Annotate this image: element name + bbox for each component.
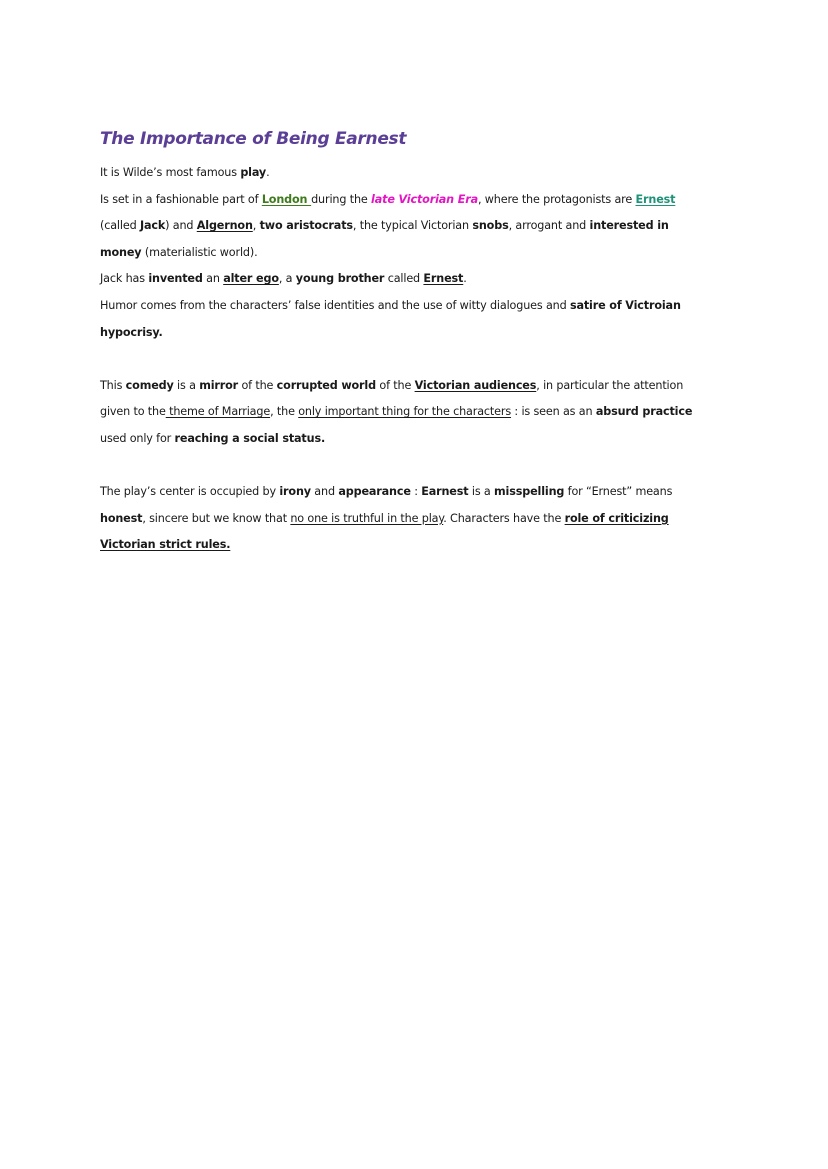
text-line bbox=[100, 506, 740, 533]
highlight-ernest: Ernest bbox=[635, 192, 676, 206]
bold-appearance: appearance bbox=[338, 485, 411, 499]
bold-alter-ego: alter ego bbox=[223, 272, 279, 286]
text-run: , a bbox=[278, 272, 296, 286]
text-run: . Characters have the bbox=[443, 511, 565, 525]
bold-money: money bbox=[100, 245, 142, 259]
text-run: used only for bbox=[100, 431, 175, 445]
underline-theme-of-marriage: theme of Marriage bbox=[165, 405, 271, 419]
text-line bbox=[100, 426, 740, 453]
text-run: called bbox=[384, 272, 424, 286]
text-run: It is Wilde’s most famous bbox=[100, 166, 241, 179]
text-line bbox=[100, 213, 740, 240]
text-run: , in particular the attention bbox=[536, 378, 684, 392]
bold-absurd-practice: absurd practice bbox=[595, 405, 693, 419]
text-run: , the bbox=[270, 405, 299, 419]
highlight-london: London bbox=[261, 192, 312, 206]
text-run: , sincere but we know that bbox=[142, 511, 291, 525]
text-run: ) and bbox=[165, 219, 197, 233]
text-run: is a bbox=[173, 378, 200, 392]
underline-no-one-truthful: no one is truthful in the play bbox=[290, 511, 444, 525]
paragraph-irony bbox=[100, 479, 740, 559]
text-run: is a bbox=[468, 485, 495, 499]
text-run: (called bbox=[100, 219, 140, 233]
text-line bbox=[100, 293, 740, 320]
bold-mirror: mirror bbox=[199, 378, 239, 392]
text-line bbox=[100, 187, 740, 214]
text-run: of the bbox=[375, 378, 415, 392]
bold-victorian-strict-rules: Victorian strict rules. bbox=[100, 538, 231, 552]
bold-hypocrisy: hypocrisy. bbox=[100, 325, 163, 339]
bold-young-brother: young brother bbox=[295, 272, 385, 286]
bold-interested: interested in bbox=[589, 219, 669, 233]
text-line bbox=[100, 240, 740, 267]
bold-irony: irony bbox=[279, 485, 311, 499]
bold-play: play bbox=[240, 166, 267, 179]
text-run: The play’s center is occupied by bbox=[100, 485, 280, 499]
bold-role-of-criticizing: role of criticizing bbox=[564, 511, 669, 525]
bold-corrupted-world: corrupted world bbox=[276, 378, 376, 392]
bold-comedy: comedy bbox=[125, 378, 174, 392]
text-run: , arrogant and bbox=[508, 219, 590, 233]
document-page bbox=[100, 126, 740, 559]
text-run: . bbox=[463, 272, 467, 286]
text-run: , the typical Victorian bbox=[352, 219, 473, 233]
text-run: , bbox=[252, 219, 260, 233]
bold-misspelling: misspelling bbox=[494, 485, 565, 499]
text-run: . bbox=[266, 166, 270, 179]
text-run: : is seen as an bbox=[511, 405, 596, 419]
bold-ernest: Ernest bbox=[423, 272, 464, 286]
text-run: , where the protagonists are bbox=[477, 192, 636, 206]
text-run: of the bbox=[238, 378, 277, 392]
bold-satire: satire of Victroian bbox=[569, 298, 681, 312]
text-line bbox=[100, 532, 740, 559]
text-run: and bbox=[310, 485, 339, 499]
text-run: during the bbox=[311, 192, 372, 206]
paragraph-intro bbox=[100, 160, 740, 346]
document-title: The Importance of Being Earnest bbox=[100, 129, 407, 149]
underline-important-thing: only important thing for the characters bbox=[298, 405, 512, 419]
text-line bbox=[100, 320, 740, 347]
bold-honest: honest bbox=[100, 511, 143, 525]
text-run: given to the bbox=[100, 405, 166, 419]
bold-social-status: reaching a social status. bbox=[174, 431, 326, 445]
bold-jack: Jack bbox=[139, 219, 166, 233]
bold-algernon: Algernon bbox=[196, 219, 253, 233]
text-run: : bbox=[410, 485, 422, 499]
text-run: This bbox=[100, 378, 126, 392]
text-line bbox=[100, 160, 740, 187]
text-line bbox=[100, 479, 740, 506]
bold-invented: invented bbox=[148, 272, 203, 286]
bold-aristocrats: two aristocrats bbox=[259, 219, 353, 233]
text-run: Is set in a fashionable part of bbox=[100, 192, 262, 206]
bold-snobs: snobs bbox=[472, 219, 509, 233]
paragraph-comedy bbox=[100, 373, 740, 453]
bold-earnest: Earnest bbox=[421, 485, 469, 499]
text-line bbox=[100, 266, 740, 293]
paragraph-gap bbox=[100, 453, 740, 480]
text-run: an bbox=[202, 272, 224, 286]
text-run: Jack has bbox=[100, 272, 149, 286]
paragraph-gap bbox=[100, 346, 740, 373]
text-run: Humor comes from the characters’ false identities and the use of witty dialogues and bbox=[100, 298, 570, 312]
text-run: (materialistic world). bbox=[141, 245, 258, 259]
text-line bbox=[100, 373, 740, 400]
text-run: for “Ernest” means bbox=[564, 485, 673, 499]
text-line bbox=[100, 399, 740, 426]
highlight-victorian-era: late Victorian Era bbox=[371, 192, 478, 206]
bold-victorian-audiences: Victorian audiences bbox=[414, 378, 537, 392]
